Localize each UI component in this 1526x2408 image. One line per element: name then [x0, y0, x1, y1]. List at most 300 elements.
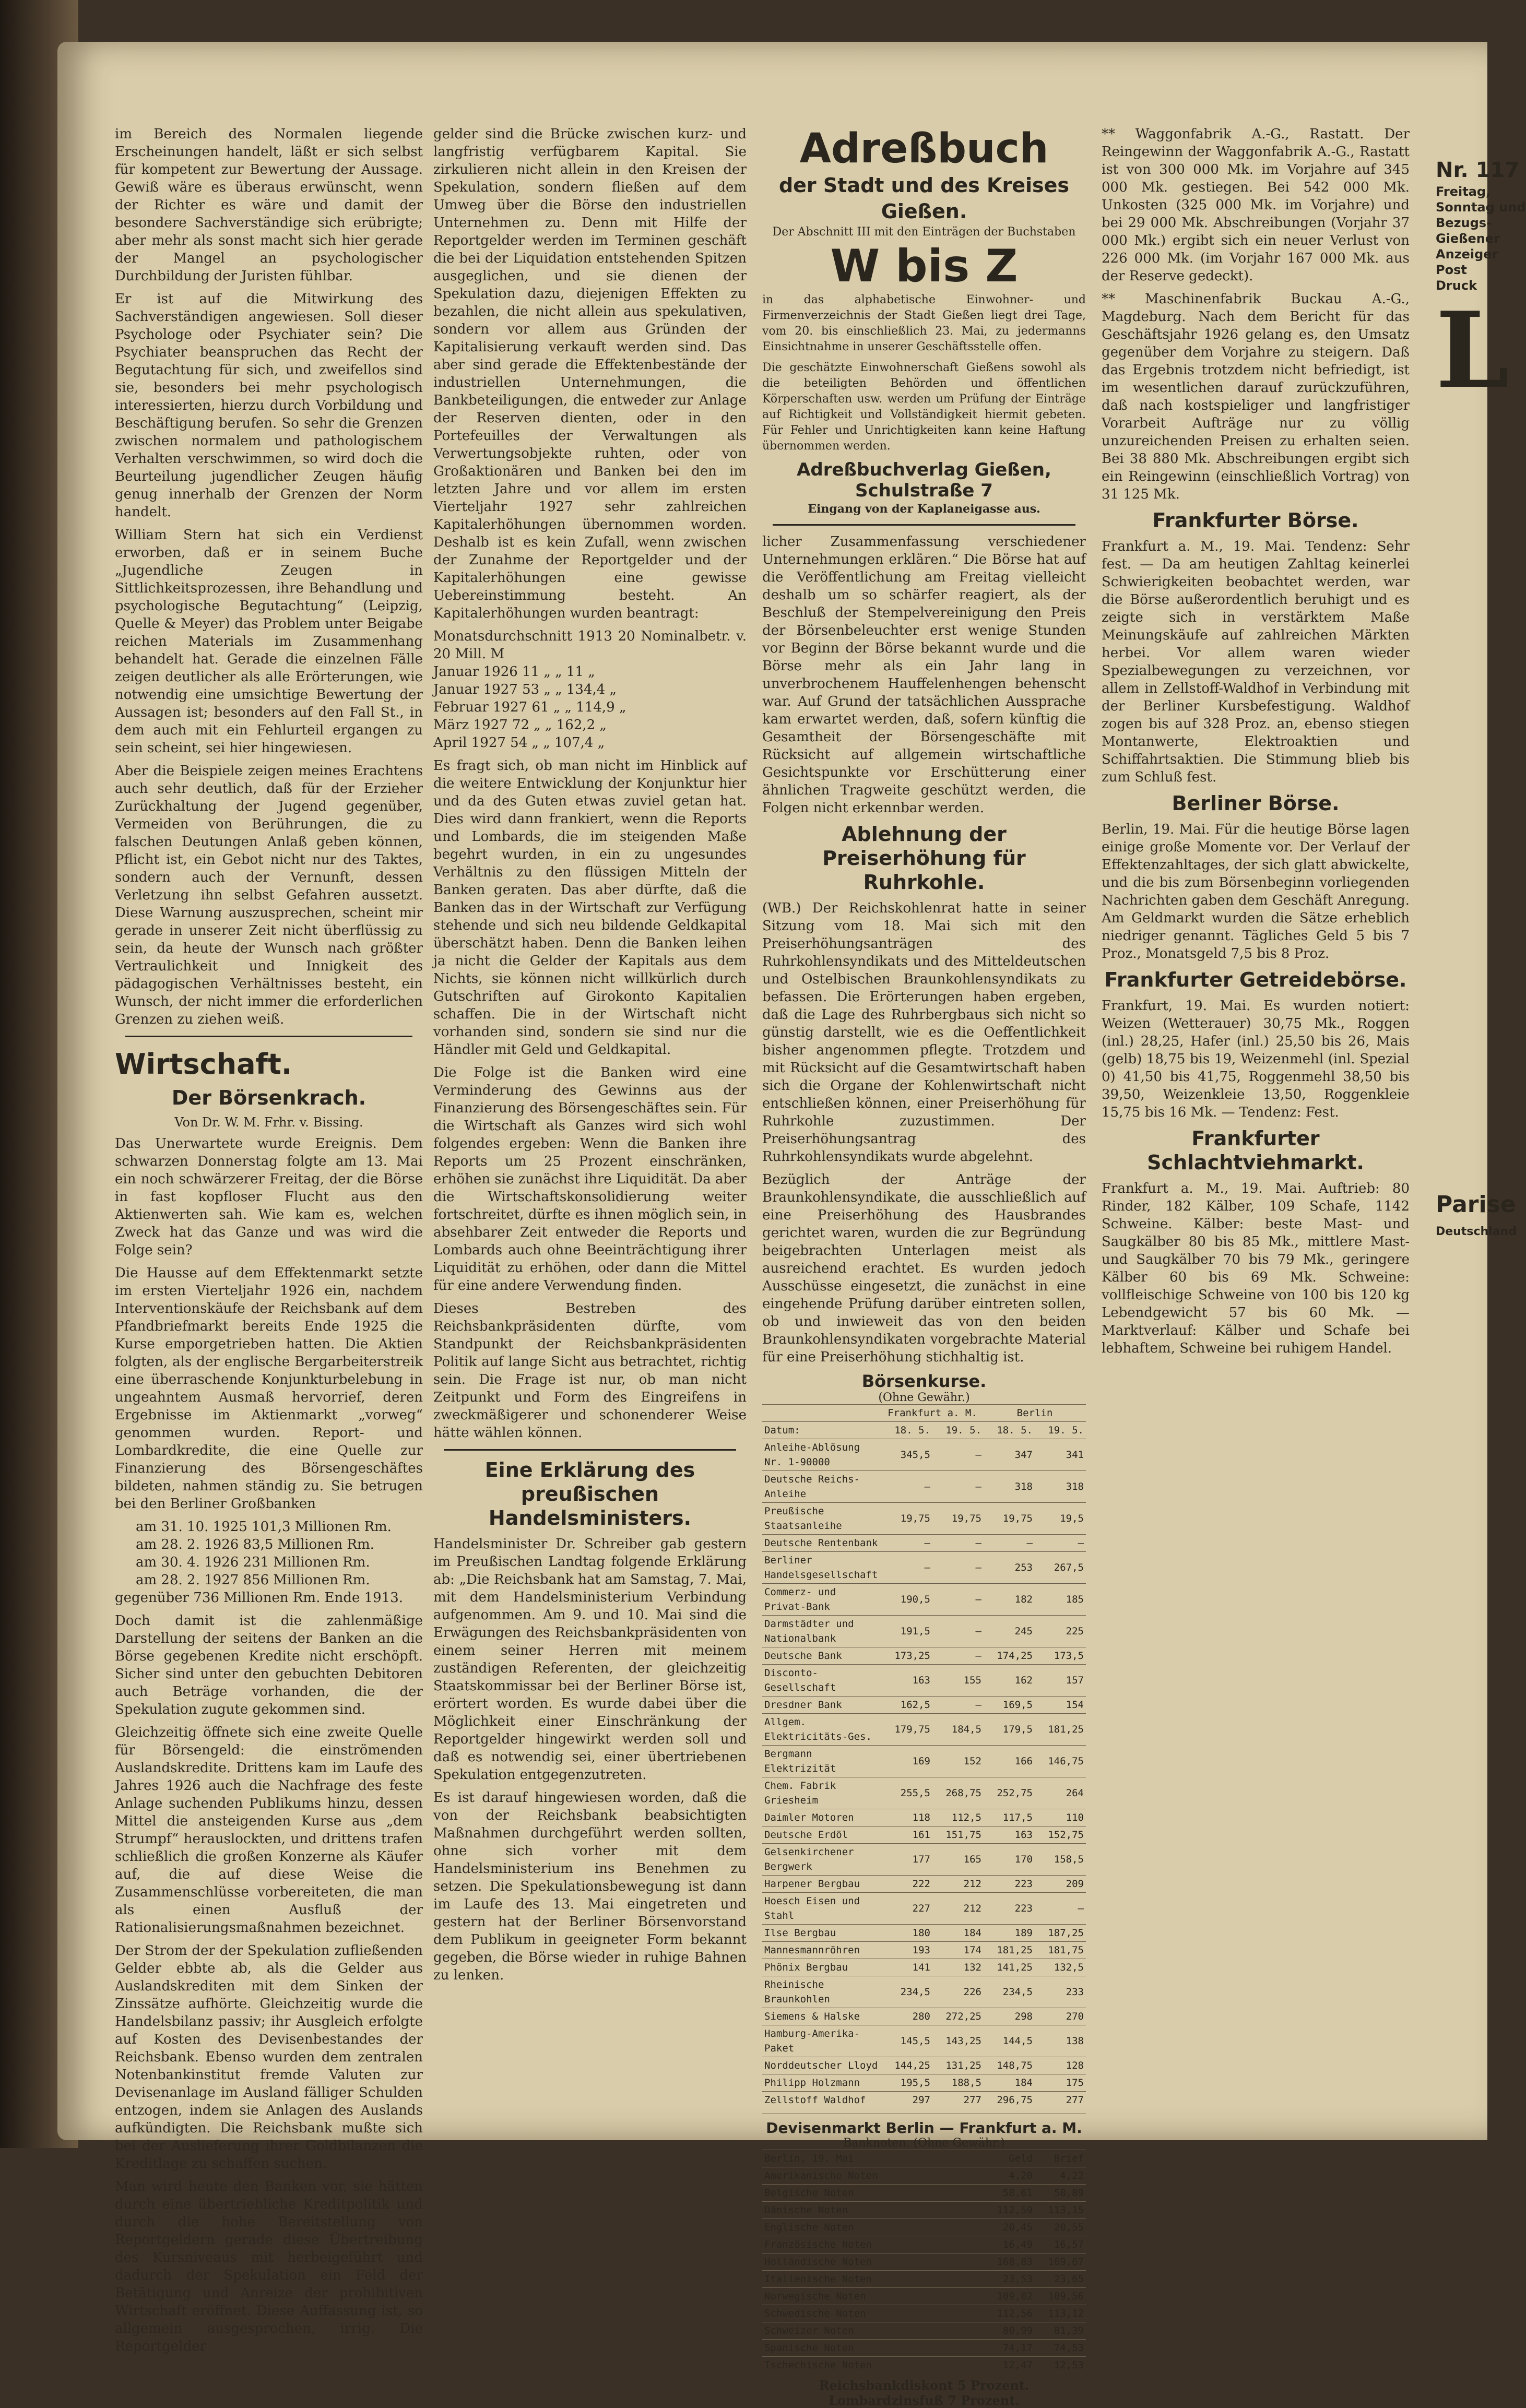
rate-cell: 138 [1035, 2025, 1086, 2057]
rate-cell: 112,56 [984, 2305, 1035, 2322]
rate-cell: 227 [881, 1893, 932, 1925]
table-row [762, 2025, 1086, 2057]
paragraph: Aber die Beispiele zeigen meines Erachtens auch sehr deutlich, daß für der Erzieher Zurückhaltung der Jugend gegenüber, Vermeiden von Berührungen, die zu falschen Deutungen Anlaß geben können, Pflicht ist, ein Gebot nicht nur des Taktes, sondern auch der Vernunft, dessen Verletzung ihn selbst Gefahren aussetzt. Diese Warnung auszusprechen, scheint mir gerade in unserer Zeit nicht überflüssig zu sein, da heute der Wunsch nach größter Vertraulichkeit und Innigkeit des pädagogischen Verhältnisses besteht, ein Wunsch, der nicht immer die erforderlichen Grenzen zu ziehen weiß. [115, 763, 423, 1027]
paragraph: Doch damit ist die zahlenmäßige Darstellung der seitens der Banken an die Börse gegebenen Kredite nicht erschöpft. Sicher sind unter den gebuchten Debitoren auch Beträge vorhanden, die der Spekulation zugute gekommen sind. [115, 1613, 423, 1717]
rate-cell: 155 [932, 1665, 984, 1697]
rate-cell: 20,45 [984, 2219, 1035, 2236]
table-row [762, 2253, 1086, 2271]
rate-cell: 74,53 [1035, 2340, 1086, 2357]
paragraph: Bezüglich der Anträge der Braunkohlensyndikate, die ausschließlich auf eine Preiserhöhung des Hausbrandes gerichtet waren, wurden die zur Begründung beigebrachten Unterlagen meist als ausreichend erachtet. Es wurden jedoch Ausschüsse eingesetzt, die zunächst in eine eingehende Prüfung darüber eintreten sollen, ob und inwieweit das von den beiden Braunkohlensyndikaten vorgebrachte Material für eine Preiserhöhung stichhaltig ist. [762, 1172, 1086, 1365]
rate-cell: 175 [1035, 2074, 1086, 2092]
rate-cell: 234,5 [984, 1976, 1035, 2008]
rate-cell: 173,25 [881, 1647, 932, 1665]
table-row [762, 2202, 1086, 2219]
rate-cell: 128 [1035, 2057, 1086, 2074]
currency-name-cell: Schwedische Noten [762, 2305, 984, 2322]
rate-cell: 161 [881, 1826, 932, 1844]
rate-cell: 112,5 [932, 1809, 984, 1826]
newspaper-page [57, 42, 1526, 2408]
article-title: Frankfurter Börse. [1152, 509, 1359, 532]
security-name-cell: Hoesch Eisen und Stahl [762, 1893, 881, 1925]
byline: Von Dr. W. M. Frhr. v. Bissing. [174, 1115, 363, 1130]
paragraph: Das Unerwartete wurde Ereignis. Dem schwarzen Donnerstag folgte am 13. Mai ein noch schwärzerer Freitag, der die Börse in fast kopfloser Flucht aus den Aktienwerten sah. Wie kam es, welchen Zweck hat das Ganze und was wird die Folge sein? [115, 1136, 423, 1258]
paragraph: gelder sind die Brücke zwischen kurz- und langfristig verfügbarem Kapital. Sie zirkulieren nicht allein in den Kreisen der Spekulation, sondern fließen auf dem Umweg über die Börse den industriellen Unternehmen zu. Denn mit Hilfe der Reportgelder werden im Terminen geschäft die bei der Liquidation entstehenden Spitzen ausgeglichen, und sie dienen der Spekulation dazu, diejenigen Effekten zu bezahlen, die nicht allein aus spekulativen, sondern vor allem aus Gründen der Kapitalisierung verkauft werden sind. Das aber sind gerade die Effektenbestände der industriellen Unternehmungen, die Bankbeteiligungen, die entweder zur Anlage der Reserven dienten, oder in den Portefeuilles der Verwaltungen als Verwertungsobjekte ruhten, oder von Großaktionären und Banken bei den im letzten Jahre und vor allem im ersten Vierteljahr 1927 sehr zahlreichen Kapitalerhöhungen übernommen worden. Deshalb ist es kein Zufall, wenn zwischen der Zunahme der Reportgelder und der Kapitalerhöhungen eine gewisse Uebereinstimmung besteht. An Kapitalerhöhungen wurden beantragt: [433, 126, 747, 621]
rate-cell: 181,25 [1035, 1714, 1086, 1746]
security-name-cell: Bergmann Elektrizität [762, 1746, 881, 1777]
security-name-cell: Berliner Handelsgesellschaft [762, 1552, 881, 1584]
rate-cell: 141 [881, 1959, 932, 1976]
rate-cell: 20,55 [1035, 2219, 1086, 2236]
fragment-text: Bezugs- [1436, 216, 1492, 230]
security-name-cell: Deutsche Erdöl [762, 1826, 881, 1844]
rate-cell: 163 [881, 1665, 932, 1697]
table-row [762, 2288, 1086, 2305]
paragraph: Berlin, 19. Mai. Für die heutige Börse lagen einige große Momente vor. Der Verlauf der Effektenzahltages, der sich glatt abwickelte, und die bis zum Börsenbeginn vorliegenden Nachrichten gaben dem Geschäft Anregung. Am Geldmarkt wurden die Sätze erheblich niedriger genannt. Tägliches Geld 5 bis 7 Proz., Monatsgeld 7,5 bis 8 Proz. [1102, 822, 1410, 962]
rate-cell: 168,83 [984, 2253, 1035, 2271]
security-name-cell: Allgem. Elektricitäts-Ges. [762, 1714, 881, 1746]
rate-cell: 152 [932, 1746, 984, 1777]
rate-cell: 188,5 [932, 2074, 984, 2092]
rate-cell: 109,56 [1035, 2288, 1086, 2305]
currency-name-cell: Spanische Noten [762, 2340, 984, 2357]
currency-name-cell: Amerikanische Noten [762, 2167, 984, 2185]
column-1 [115, 125, 423, 2354]
table-row [762, 2167, 1086, 2185]
ad-title: Adreßbuch [799, 125, 1049, 172]
rate-cell: 191,5 [881, 1616, 932, 1647]
table-title: Devisenmarkt Berlin — Frankfurt a. M. [766, 2119, 1082, 2137]
table-row [762, 2236, 1086, 2253]
security-name-cell: Disconto-Gesellschaft [762, 1665, 881, 1697]
rate-cell: 113,15 [1035, 2202, 1086, 2219]
table-row [762, 1584, 1086, 1616]
rate-cell: 12,53 [1035, 2357, 1086, 2374]
security-name-cell: Dresdner Bank [762, 1697, 881, 1714]
rate-cell: 132,5 [1035, 1959, 1086, 1976]
header-cell: Geld [984, 2150, 1035, 2167]
article-title: Berliner Börse. [1172, 792, 1340, 815]
rate-cell: 16,49 [984, 2236, 1035, 2253]
rate-cell: 163 [984, 1826, 1035, 1844]
issue-number: Nr. 117 [1436, 158, 1520, 182]
security-name-cell: Darmstädter und Nationalbank [762, 1616, 881, 1647]
header-cell: 18. 5. [984, 1422, 1035, 1439]
table-row [762, 1959, 1086, 1976]
rate-cell: 4,22 [1035, 2167, 1086, 2185]
column-2 [433, 125, 747, 2109]
rate-cell: 297 [881, 2092, 932, 2109]
rate-cell: 169,67 [1035, 2253, 1086, 2271]
header-cell: Berlin [984, 1405, 1086, 1422]
ad-line: Der Abschnitt III mit den Einträgen der Buchstaben [772, 226, 1076, 239]
paragraph: licher Zusammenfassung verschiedener Unternehmungen erklären.“ Die Börse hat auf die Veröffentlichung am Freitag vielleicht deshalb um so schärfer reagiert, als der Beschluß der Stempelvereinigung den Preis der Börsenbeleuchter erst wenige Stunden vor Beginn der Börse bekannt wurde und die Börse mehr als ein Jahr lang in unverbrochenem Hauffelenhengen behenscht war. Auf Grund der tatsächlichen Aussprache kam erwartet werden, daß, sofern künftig die Gesamtheit der Börsengeschäfte mit Rücksicht auf allgemein wirtschaftliche Gesichtspunkte vor Erschütterung einer ähnlichen Tragweite geschützt werden, die Folgen nicht erkennbar werden. [762, 534, 1086, 816]
rate-cell: 185 [1035, 1584, 1086, 1616]
table-header-row [762, 2150, 1086, 2167]
rate-cell: 12,47 [984, 2357, 1035, 2374]
security-name-cell: Zellstoff Waldhof [762, 2092, 881, 2109]
statistic-line: am 28. 2. 1927 856 Millionen Rm. [136, 1572, 370, 1588]
paragraph: Der Strom der der Spekulation zufließenden Gelder ebbte ab, als die Gelder aus Auslandskrediten mit dem Sinken der Zinssätze aufhörte. Gleichzeitig wurde die Handelsbilanz passiv; ihr Ausgleich erfolgte auf Kosten des Devisenbestandes der Reichsbank. Ebenso wurden dem zentralen Notenbankinstitut fremde Valuten zur Devisenanlage im Ausland fälliger Schulden entzogen, indem sie Anlagen des Auslands aufkündigten. Die Reichsbank mußte sich bei der Auslieferung ihrer Goldbilanzen die Kreditlage zu schaffen suchen. [115, 1943, 423, 2172]
rate-cell: 113,12 [1035, 2305, 1086, 2322]
paragraph: (WB.) Der Reichskohlenrat hatte in seiner Sitzung vom 18. Mai sich mit den Preiserhöhungsanträgen des Ruhrkohlensyndikats und des Mitteldeutschen und Ostelbischen Braunkohlensyndikats zu befassen. Die Erörterungen haben ergeben, daß die Lage des Ruhrbergbaus sich nicht so günstig darstellt, wie es die Oeffentlichkeit bisher angenommen pflegte. Trotzdem und mit Rücksicht auf die Gesamtwirtschaft haben sich die Organe der Kohlenwirtschaft nicht entschließen können, einer Preiserhöhung für Ruhrkohle zuzustimmen. Der Preiserhöhungsantrag des Ruhrkohlensyndikats wurde abgelehnt. [762, 900, 1086, 1165]
rate-cell: — [932, 1616, 984, 1647]
table-row [762, 1942, 1086, 1959]
paragraph: Frankfurt a. M., 19. Mai. Tendenz: Sehr fest. — Da am heutigen Zahltag keinerlei Schwierigkeiten beobachtet werden, war die Börse außerordentlich beruhigt und es zeigte sich in verstärktem Maße Meinungskäufe auf zahlreichen Märkten herbei. Vor allem waren wieder Spezialbewegungen zu verzeichnen, vor allem in Zellstoff-Waldhof in Verbindung mit der Berliner Kursbefestigung. Waldhof zogen bis auf 328 Proz. an, ebenso stiegen Montanwerte, Elektroaktien und Schiffahrtsaktien. Die Stimmung blieb bis zum Schluß fest. [1102, 539, 1410, 785]
header-cell: 19. 5. [932, 1422, 984, 1439]
statistic-line: März 1927 72 „ „ 162,2 „ [433, 717, 607, 733]
table-row [762, 2340, 1086, 2357]
rate-cell: — [932, 1584, 984, 1616]
fragment-text: Druck [1436, 278, 1477, 293]
table-row [762, 2271, 1086, 2288]
rate-cell: 345,5 [881, 1439, 932, 1471]
rate-cell: 177 [881, 1844, 932, 1876]
table-row [762, 1552, 1086, 1584]
statistic-line: Januar 1927 53 „ „ 134,4 „ [433, 682, 617, 697]
rate-cell: 162,5 [881, 1697, 932, 1714]
rate-cell: 23,53 [984, 2271, 1035, 2288]
currency-name-cell: Tschechische Noten [762, 2357, 984, 2374]
article-title: Eine Erklärung des preußischen Handelsministers. [484, 1458, 695, 1529]
currency-name-cell: Schweizer Noten [762, 2322, 984, 2340]
paragraph: Die Hausse auf dem Effektenmarkt setzte im ersten Vierteljahr 1926 ein, nachdem Interventionskäufe der Reichsbank auf dem Pfandbriefmarkt bereits Ende 1925 die Kurse emporgetrieben hatten. Die Aktien folgten, als der englische Bergarbeiterstreik eine überraschende Konjunkturbelebung in ungeahntem Ausmaß hervorrief, deren Ergebnisse im Aktienmarkt „vorweg“ genommen wurden. Report- und Lombardkredite, die eine Quelle zur Finanzierung des Börsengeschäftes bildeten, nahmen ständig zu. Sie betrugen bei den Berliner Großbanken [115, 1265, 423, 1512]
rate-cell: 318 [1035, 1471, 1086, 1503]
table-row [762, 1976, 1086, 2008]
table-row [762, 1665, 1086, 1697]
rate-cell: 184 [984, 2074, 1035, 2092]
paragraph: Dieses Bestreben des Reichsbankpräsidenten dürfte, vom Standpunkt der Reichsbankpräsidenten Politik auf lange Sicht aus betrachtet, richtig sein. Die Frage ist nur, ob man nicht Zeitpunkt und Form des Eingreifens in zweckmäßigerer und schonenderer Weise hätte wählen können. [433, 1301, 747, 1441]
rate-cell: — [881, 1535, 932, 1552]
rate-cell: 143,25 [932, 2025, 984, 2057]
security-name-cell: Norddeutscher Lloyd [762, 2057, 881, 2074]
paragraph: ** Waggonfabrik A.-G., Rastatt. Der Reingewinn der Waggonfabrik A.-G., Rastatt ist von 300 000 Mk. im Vorjahre auf 345 000 Mk. gestiegen. Bei 542 000 Mk. Unkosten (325 000 Mk. im Vorjahre) und bei 29 000 Mk. Abschreibungen (Vorjahr 37 000 Mk.) ergibt sich ein neuer Verlust von 226 000 Mk. (im Vorjahr 167 000 Mk. aus der Reserve gedeckt). [1102, 126, 1410, 284]
paragraph: Man wird heute den Banken vor, sie hätten durch eine übertriebliche Kreditpolitik und durch die hohe Bereitstellung von Reportgeldern gerade diese Übertreibung des Kursniveaus mit herbeigeführt und dadurch der Spekulation ein Feld der Betätigung und Anreize der prohibitiven Wirtschaft eröffnet. Diese Auffassung ist, so allgemein ausgesprochen, irrig. Die Reportgelder [115, 2179, 423, 2354]
security-name-cell: Anleihe-Ablösung Nr. 1-90000 [762, 1439, 881, 1471]
table-row [762, 1535, 1086, 1552]
paragraph: Frankfurt, 19. Mai. Es wurden notiert: Weizen (Wetterauer) 30,75 Mk., Roggen (inl.) 28,25, Hafer (inl.) 25,50 bis 26, Mais (gelb) 18,75 bis 19, Weizenmehl (inl. Spezial 0) 41,50 bis 41,75, Roggenmehl 38,50 bis 39,50, Weizenkleie 13,50, Roggenkleie 15,75 bis 16 Mk. — Tendenz: Fest. [1102, 998, 1410, 1120]
rate-cell: 151,75 [932, 1826, 984, 1844]
paragraph: Er ist auf die Mitwirkung des Sachverständigen angewiesen. Soll dieser Psychologe oder Psychiater sein? Die Psychiater beanspruchen das Recht der Begutachtung für sich, und zweifellos sind sie, besonders bei mehr psychologisch interessierten, hierzu durch Vorbildung und Beschäftigung berufen. So sehr die Grenzen zwischen normalem und pathologischem Verhalten verschwimmen, so wird doch die Beurteilung jugendlicher Zeugen häufig genug innerhalb der Grenzen der Norm handelt. [115, 291, 423, 520]
currency-name-cell: Belgische Noten [762, 2185, 984, 2202]
security-name-cell: Daimler Motoren [762, 1809, 881, 1826]
table-row [762, 1647, 1086, 1665]
spacer [1436, 408, 1487, 1191]
rate-cell: 187,25 [1035, 1925, 1086, 1942]
table-row [762, 2357, 1086, 2374]
rate-cell: 184 [932, 1925, 984, 1942]
statistic-line: Januar 1926 11 „ „ 11 „ [433, 664, 595, 680]
rate-cell: 212 [932, 1893, 984, 1925]
rate-cell: 154 [1035, 1697, 1086, 1714]
divider [125, 1036, 412, 1037]
security-name-cell: Gelsenkirchener Bergwerk [762, 1844, 881, 1876]
rate-cell: — [932, 1535, 984, 1552]
security-name-cell: Ilse Bergbau [762, 1925, 881, 1942]
header-cell: Frankfurt a. M. [881, 1405, 984, 1422]
rate-cell: 162 [984, 1665, 1035, 1697]
rate-cell: — [984, 1535, 1035, 1552]
rate-cell: 226 [932, 1976, 984, 2008]
table-row [762, 2057, 1086, 2074]
rate-cell: 184,5 [932, 1714, 984, 1746]
table-subtitle: Banknoten. (Ohne Gewähr.) [843, 2137, 1005, 2150]
large-initial: L [1436, 289, 1509, 412]
rate-cell: — [1035, 1535, 1086, 1552]
rate-cell: 166 [984, 1746, 1035, 1777]
rate-cell: 222 [881, 1876, 932, 1893]
ad-letters: W bis Z [830, 240, 1018, 292]
rate-cell: 253 [984, 1552, 1035, 1584]
fragment-headline: Parise [1436, 1191, 1516, 1218]
rate-cell: 252,75 [984, 1777, 1035, 1809]
divider [773, 524, 1075, 526]
rate-cell: 165 [932, 1844, 984, 1876]
paragraph: Es ist darauf hingewiesen worden, daß die von der Reichsbank beabsichtigten Maßnahmen durchgeführt werden sollten, ohne sich vorher mit dem Handelsministerium ins Benehmen zu setzen. Die Spekulationsbewegung ist dann im Laufe des 13. Mai eingetreten und gestern hat der Berliner Börsenvorstand dem Publikum in geeigneter Form bekannt gegeben, die Börse wieder in ruhige Bahnen zu lenken. [433, 1790, 747, 1983]
table-header-row [762, 1405, 1086, 1422]
rate-cell: — [932, 1439, 984, 1471]
security-name-cell: Preußische Staatsanleihe [762, 1503, 881, 1535]
rate-cell: 233 [1035, 1976, 1086, 2008]
rate-cell: 146,75 [1035, 1746, 1086, 1777]
rate-cell: 268,75 [932, 1777, 984, 1809]
security-name-cell: Mannesmannröhren [762, 1942, 881, 1959]
header-cell: Brief [1035, 2150, 1086, 2167]
table-subtitle: (Ohne Gewähr.) [878, 1391, 970, 1404]
advertisement-adressbuch [762, 125, 1086, 517]
rate-cell: 158,5 [1035, 1844, 1086, 1876]
rate-cell: 58,61 [984, 2185, 1035, 2202]
discount-rate: Reichsbankdiskont 5 Prozent. [819, 2378, 1030, 2393]
security-name-cell: Rheinische Braunkohlen [762, 1976, 881, 2008]
rate-cell: 209 [1035, 1876, 1086, 1893]
section-title: Wirtschaft. [115, 1048, 292, 1081]
table-date-row [762, 1422, 1086, 1439]
table-row [762, 1809, 1086, 1826]
currency-name-cell: Englische Noten [762, 2219, 984, 2236]
rate-cell: 109,02 [984, 2288, 1035, 2305]
rate-cell: 174 [932, 1942, 984, 1959]
ad-subtitle: der Stadt und des Kreises Gießen. [778, 174, 1070, 223]
header-cell [762, 1405, 881, 1422]
rate-cell: 144,25 [881, 2057, 932, 2074]
rate-cell: 180 [881, 1925, 932, 1942]
rate-cell: 190,5 [881, 1584, 932, 1616]
fragment-text: Gießener [1436, 231, 1500, 246]
paragraph: Frankfurt a. M., 19. Mai. Auftrieb: 80 Rinder, 182 Kälber, 109 Schafe, 1142 Schweine. Kälber: beste Mast- und Saugkälber 80 bis 85 Mk., mittlere Mast- und Saugkälber 70 bis 79 Mk., geringere Kälber 60 bis 69 Mk. Schweine: vollfleischige Schweine von 100 bis 120 kg Lebendgewicht 57 bis 60 Mk. — Marktverlauf: Kälber und Schafe bei lebhaftem, Schweine bei ruhigem Handel. [1102, 1181, 1410, 1356]
rate-cell: 347 [984, 1439, 1035, 1471]
table-row [762, 1777, 1086, 1809]
rate-cell: 270 [1035, 2008, 1086, 2025]
rate-cell: 179,5 [984, 1714, 1035, 1746]
table-row [762, 1826, 1086, 1844]
rate-cell: 145,5 [881, 2025, 932, 2057]
security-name-cell: Deutsche Bank [762, 1647, 881, 1665]
stock-rates-table [762, 1404, 1086, 2108]
rate-cell: 181,25 [984, 1942, 1035, 1959]
rate-cell: 174,25 [984, 1647, 1035, 1665]
paragraph: William Stern hat sich ein Verdienst erworben, daß er in seinem Buche „Jugendliche Zeugen in Sittlichkeitsprozessen, ihre Behandlung und psychologische Begutachtung“ (Leipzig, Quelle & Meyer) das Problem unter Beigabe reichen Materials im Zusammenhang behandelt hat. Gerade die einzelnen Fälle zeigen deutlicher als alle Erörterungen, wie notwendig eine umsichtige Bewertung der Aussagen ist; besonders auf den Fall St., in dem auch mit ein Fehlurteil ergangen zu sein scheint, sei hier hingewiesen. [115, 527, 423, 756]
rate-cell: 267,5 [1035, 1552, 1086, 1584]
table-row [762, 1714, 1086, 1746]
rate-cell: 245 [984, 1616, 1035, 1647]
ad-body: in das alphabetische Einwohner- und Firmenverzeichnis der Stadt Gießen liegt drei Tage, vom 20. bis einschließlich 23. Mai, zu jedermanns Einsichtnahme in unserer Geschäftsstelle offen. [762, 293, 1086, 353]
article-title: Frankfurter Schlachtviehmarkt. [1147, 1127, 1364, 1174]
rate-cell: 112,59 [984, 2202, 1035, 2219]
ad-entrance: Eingang von der Kaplaneigasse aus. [808, 502, 1040, 516]
rate-cell: 148,75 [984, 2057, 1035, 2074]
rate-cell: 80,99 [984, 2322, 1035, 2340]
fragment-text: Deutschland [1436, 1225, 1517, 1238]
rate-cell: 141,25 [984, 1959, 1035, 1976]
rate-cell: 118 [881, 1809, 932, 1826]
table-row [762, 1616, 1086, 1647]
rate-cell: 169,5 [984, 1697, 1035, 1714]
table-row [762, 1893, 1086, 1925]
rate-cell: 277 [932, 2092, 984, 2109]
paragraph: Die Folge ist die Banken wird eine Verminderung des Gewinns aus der Finanzierung des Börsengeschäftes sein. Für die Wirtschaft als Ganzes wird sich wohl folgendes ergeben: Wenn die Banken ihre Reports um 25 Prozent einschränken, erhöhen sie zunächst ihre Liquidität. Da aber die Wirtschaftskonsolidierung weiter fortschreitet, dürfte es ihnen möglich sein, in absehbarer Zeit entweder die Reports und Lombards auch ohne Beeinträchtigung ihrer Liquidität zu erhöhen, oder dann die Mittel für eine andere Verwendung finden. [433, 1065, 747, 1294]
rate-cell: — [881, 1552, 932, 1584]
divider [444, 1449, 736, 1451]
rate-cell: 277 [1035, 2092, 1086, 2109]
rate-cell: 170 [984, 1844, 1035, 1876]
rate-cell: 193 [881, 1942, 932, 1959]
rate-cell: 19,5 [1035, 1503, 1086, 1535]
statistic-line: Februar 1927 61 „ „ 114,9 „ [433, 699, 626, 715]
header-cell: 19. 5. [1035, 1422, 1086, 1439]
currency-name-cell: Holländische Noten [762, 2253, 984, 2271]
rate-cell: — [932, 1471, 984, 1503]
rate-cell: 255,5 [881, 1777, 932, 1809]
rate-cell: 117,5 [984, 1809, 1035, 1826]
header-cell: Datum: [762, 1422, 881, 1439]
table-row [762, 2219, 1086, 2236]
table-row [762, 1876, 1086, 1893]
rate-cell: 169 [881, 1746, 932, 1777]
currency-name-cell: Norwegische Noten [762, 2288, 984, 2305]
rate-cell: 4,20 [984, 2167, 1035, 2185]
rate-cell: 318 [984, 1471, 1035, 1503]
rate-cell: 81,39 [1035, 2322, 1086, 2340]
statistic-line: am 30. 4. 1926 231 Millionen Rm. [136, 1555, 370, 1570]
table-row [762, 1844, 1086, 1876]
rate-cell: 234,5 [881, 1976, 932, 2008]
currency-name-cell: Italienische Noten [762, 2271, 984, 2288]
security-name-cell: Siemens & Halske [762, 2008, 881, 2025]
table-row [762, 2092, 1086, 2109]
rate-cell: 223 [984, 1876, 1035, 1893]
rate-cell: 195,5 [881, 2074, 932, 2092]
fragment-text: Freitag, [1436, 184, 1491, 199]
rate-cell: 19,75 [881, 1503, 932, 1535]
paragraph: gegenüber 736 Millionen Rm. Ende 1913. [115, 1590, 404, 1606]
table-row [762, 1697, 1086, 1714]
paragraph: Es fragt sich, ob man nicht im Hinblick auf die weitere Entwicklung der Konjunktur hier und da des Guten etwas zuviel getan hat. Dies wird dann frankiert, wenn die Reports und Lombards, die im steigenden Maße begehrt wurden, in ein zu ungesundes Verhältnis zu den flüssigen Mitteln der Banken geraten. Das aber dürfte, daß die Banken das in der Wirtschaft zur Verfügung stehende und sich neu bildende Geldkapital überschätzt haben. Denn die Banken leihen ja nicht die Gelder der Kapitals aus dem Nichts, sie können nicht willkürlich durch Gutschriften auf Girokonto Kapitalien schaffen. Die in der Wirtschaft nicht vorhanden sind, sondern sie sind nur die Händler mit Geld und Geldkapital. [433, 758, 747, 1058]
security-name-cell: Hamburg-Amerika-Paket [762, 2025, 881, 2057]
paragraph: Handelsminister Dr. Schreiber gab gestern im Preußischen Landtag folgende Erklärung ab: „Die Reichsbank hat am Samstag, 7. Mai, mit dem Handelsministerium Verbindung aufgenommen. Am 9. und 10. Mai sind die Erwägungen des Reichsbankpräsidenten von einem seiner Herren mit meinem zuständigen Referenten, der gleichzeitig Staatskommissar bei der Berliner Börse ist, erörtert worden. Es wurde dabei über die Möglichkeit einer Einschränkung der Reportgelder hingewirkt werden soll und daß es notwendig sei, einer übertriebenen Spekulation entgegenzutreten. [433, 1536, 747, 1783]
paragraph: Gleichzeitig öffnete sich eine zweite Quelle für Börsengeld: die einströmenden Auslandskredite. Drittens kam im Laufe des Jahres 1926 auch die Nachfrage des feste Anlage suchenden Publikums hinzu, dessen Mittel die ansteigenden Kurse aus „dem Strumpf“ herauslockten, und drittens trafen schließlich die großen Konzerne als Käufer auf, die auf diese Weise die Zusammenschlüsse vorbereiteten, die man als einen Ausfluß der Rationalisierungsmaßnahmen bezeichnet. [115, 1725, 423, 1936]
rate-cell: 280 [881, 2008, 932, 2025]
table-row [762, 2008, 1086, 2025]
rate-cell: — [881, 1471, 932, 1503]
table-row [762, 1925, 1086, 1942]
column-5-fragment [1436, 157, 1526, 2109]
rate-cell: 157 [1035, 1665, 1086, 1697]
rate-cell: 272,25 [932, 2008, 984, 2025]
rate-cell: 296,75 [984, 2092, 1035, 2109]
ad-publisher: Adreßbuchverlag Gießen, Schulstraße 7 [797, 459, 1051, 501]
security-name-cell: Deutsche Reichs-Anleihe [762, 1471, 881, 1503]
article-title: Ablehnung der Preiserhöhung für Ruhrkohle. [822, 823, 1026, 894]
currency-name-cell: Französische Noten [762, 2236, 984, 2253]
currency-name-cell: Dänische Noten [762, 2202, 984, 2219]
table-row [762, 2185, 1086, 2202]
security-name-cell: Philipp Holzmann [762, 2074, 881, 2092]
fragment-text: Post [1436, 263, 1467, 277]
rate-cell: 144,5 [984, 2025, 1035, 2057]
rate-cell: 182 [984, 1584, 1035, 1616]
rate-cell: — [932, 1552, 984, 1584]
fragment-text: Sonntag und [1436, 200, 1526, 215]
rate-cell: 19,75 [984, 1503, 1035, 1535]
banknote-rates-table [762, 2150, 1086, 2374]
statistic-line: April 1927 54 „ „ 107,4 „ [433, 735, 605, 751]
rate-cell: 189 [984, 1925, 1035, 1942]
table-row [762, 1471, 1086, 1503]
table-row [762, 1439, 1086, 1471]
table-row [762, 1503, 1086, 1535]
header-cell: 18. 5. [881, 1422, 932, 1439]
table-row [762, 2322, 1086, 2340]
statistic-line: Monatsdurchschnitt 1913 20 Nominalbetr. v. 20 Mill. M [433, 628, 747, 662]
header-cell: Berlin, 19. Mai [762, 2150, 984, 2167]
security-name-cell: Chem. Fabrik Griesheim [762, 1777, 881, 1809]
table-title: Börsenkurse. [861, 1371, 987, 1391]
fragment-text: Anzeiger [1436, 247, 1498, 262]
article-title: Frankfurter Getreidebörse. [1104, 968, 1407, 991]
rate-cell: 173,5 [1035, 1647, 1086, 1665]
rate-cell: 225 [1035, 1616, 1086, 1647]
column-3 [762, 125, 1086, 2408]
table-row [762, 2074, 1086, 2092]
rate-cell: — [932, 1647, 984, 1665]
rate-cell: 298 [984, 2008, 1035, 2025]
ad-body: Die geschätzte Einwohnerschaft Gießens sowohl als die beteiligten Behörden und öffentlichen Körperschaften usw. werden um Prüfung der Einträge auf Richtigkeit und Vollständigkeit hiermit gebeten. Für Fehler und Unrichtigkeiten kann keine Haftung übernommen werden. [762, 361, 1086, 453]
table-row [762, 1746, 1086, 1777]
rate-cell: 264 [1035, 1777, 1086, 1809]
rate-cell: 19,75 [932, 1503, 984, 1535]
paragraph: im Bereich des Normalen liegende Erscheinungen handelt, läßt er sich selbst für kompetent zur Bewertung der Aussage. Gewiß wäre es überaus erwünscht, wenn der Richter es wäre und damit der besondere Sachverständige sich erübrigte; aber mehr als sonst macht sich hier gerade der Mangel an psychologischer Durchbildung der Juristen fühlbar. [115, 126, 423, 284]
rate-cell: 341 [1035, 1439, 1086, 1471]
statistic-line: am 28. 2. 1926 83,5 Millionen Rm. [136, 1537, 374, 1552]
article-title: Der Börsenkrach. [171, 1086, 366, 1109]
security-name-cell: Harpener Bergbau [762, 1876, 881, 1893]
rate-cell: 212 [932, 1876, 984, 1893]
rate-cell: 74,17 [984, 2340, 1035, 2357]
statistic-line: am 31. 10. 1925 101,3 Millionen Rm. [136, 1519, 392, 1535]
rate-cell: — [932, 1697, 984, 1714]
column-4 [1102, 125, 1410, 2109]
rate-cell: 132 [932, 1959, 984, 1976]
rate-cell: 223 [984, 1893, 1035, 1925]
rate-cell: 110 [1035, 1809, 1086, 1826]
rate-cell: 131,25 [932, 2057, 984, 2074]
rate-cell: 16,57 [1035, 2236, 1086, 2253]
rate-cell: — [1035, 1893, 1086, 1925]
security-name-cell: Deutsche Rentenbank [762, 1535, 881, 1552]
rate-cell: 181,75 [1035, 1942, 1086, 1959]
security-name-cell: Commerz- und Privat-Bank [762, 1584, 881, 1616]
security-name-cell: Phönix Bergbau [762, 1959, 881, 1976]
